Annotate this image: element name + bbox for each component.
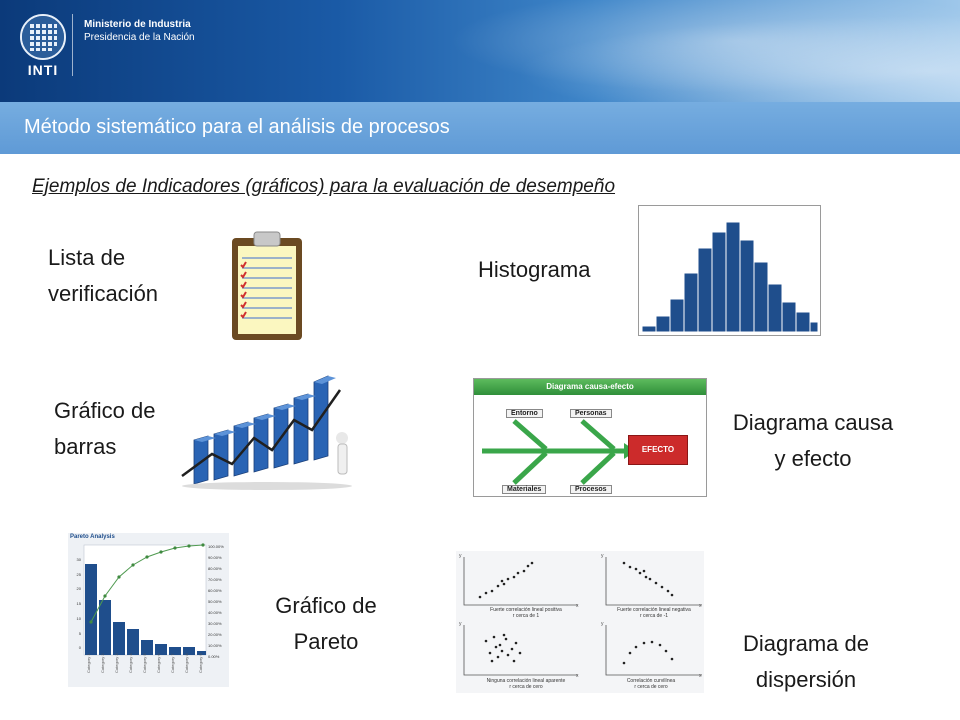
scatter-label-line-1: Diagrama de	[743, 631, 869, 656]
svg-text:Category 9: Category 9	[198, 653, 203, 673]
svg-text:Category 3: Category 3	[114, 653, 119, 673]
scatter-caption-4-line-1: Correlación curvilínea	[626, 678, 676, 684]
pareto-label	[252, 588, 400, 660]
svg-text:x: x	[699, 673, 702, 679]
logo-divider	[72, 14, 73, 76]
fishbone-cause-1: Entorno	[506, 409, 543, 418]
pareto-bars-and-curve	[68, 533, 229, 687]
clipboard-checklist-icon	[228, 228, 306, 342]
svg-text:Category 2: Category 2	[100, 653, 105, 673]
svg-text:x: x	[576, 673, 579, 679]
pareto-right-tick: 40.00%	[208, 610, 222, 615]
cause-effect-label-line-2: y efecto	[774, 446, 852, 471]
pareto-left-tick: 15	[76, 601, 81, 607]
scatter-caption-1-line-1: Fuerte correlación lineal positiva	[490, 607, 562, 613]
fishbone-diagram-picture	[473, 378, 707, 497]
cause-effect-label	[718, 405, 908, 477]
pareto-right-tick: 50.00%	[208, 599, 222, 604]
pareto-label-line-2: Pareto	[293, 629, 359, 654]
svg-text:Category 1: Category 1	[86, 653, 91, 673]
scatter-label	[718, 626, 894, 698]
checklist-label-line-2: verificación	[48, 281, 159, 306]
svg-text:Category 5: Category 5	[142, 653, 147, 673]
pareto-right-tick: 90.00%	[208, 555, 222, 560]
pareto-chart-picture	[68, 533, 229, 687]
pareto-right-tick: 70.00%	[208, 577, 222, 582]
fishbone-cause-4: Procesos	[570, 485, 612, 494]
scatter-caption-2-line-1: Fuerte correlación lineal negativa	[617, 607, 691, 613]
svg-text:y: y	[601, 621, 604, 627]
pareto-right-tick: 10.00%	[208, 643, 222, 648]
bar-chart-label-line-2: barras	[54, 434, 117, 459]
ministry-line-2: Presidencia de la Nación	[84, 32, 195, 43]
scatter-caption-2	[604, 607, 704, 619]
fishbone-cause-2: Personas	[570, 409, 612, 418]
slide-subtitle: Ejemplos de Indicadores (gráficos) para la evaluación de desempeño	[32, 176, 616, 197]
checklist-label	[48, 240, 158, 312]
svg-text:y: y	[459, 621, 462, 627]
ministry-line-1: Ministerio de Industria	[84, 19, 191, 30]
histogram-label: Histograma	[478, 257, 591, 282]
svg-text:y: y	[459, 553, 462, 559]
scatter-caption-1	[466, 607, 586, 619]
pareto-left-tick: 10	[76, 615, 81, 621]
slide-title: Método sistemático para el análisis de procesos	[24, 116, 450, 138]
scatter-caption-2-line-2: r cerca de -1	[639, 613, 669, 619]
fishbone-title: Diagrama causa-efecto	[474, 379, 706, 395]
scatter-caption-1-line-2: r cerca de 1	[512, 613, 540, 619]
bar-chart-label-line-1: Gráfico de	[54, 398, 156, 423]
scatter-caption-3-line-2: r cerca de cero	[509, 684, 543, 690]
pareto-left-tick: 5	[78, 630, 81, 636]
pareto-right-tick: 0.00%	[208, 654, 220, 659]
3d-bar-chart-picture	[172, 368, 360, 492]
pareto-right-tick: 80.00%	[208, 566, 222, 571]
histogram-picture	[638, 205, 821, 336]
fishbone-effect-box: EFECTO	[628, 435, 688, 465]
pareto-label-line-1: Gráfico de	[275, 593, 377, 618]
svg-text:y: y	[601, 553, 604, 559]
scatter-label-line-2: dispersión	[755, 667, 857, 692]
scatter-panels-graphic	[456, 551, 704, 693]
scatter-caption-4	[606, 678, 696, 690]
fishbone-cause-3: Materiales	[502, 485, 546, 494]
pareto-right-tick: 100.00%	[208, 544, 224, 549]
scatter-caption-3-line-1: Ninguna correlación lineal aparente	[486, 678, 566, 684]
pareto-left-tick: 0	[78, 645, 81, 651]
scatter-caption-3	[466, 678, 586, 690]
pareto-right-tick: 20.00%	[208, 632, 222, 637]
svg-text:x: x	[576, 603, 579, 609]
header-banner	[0, 0, 960, 102]
pareto-right-tick: 30.00%	[208, 621, 222, 626]
pareto-left-tick: 25	[76, 571, 81, 577]
svg-text:Category 7: Category 7	[170, 653, 175, 673]
svg-text:x: x	[699, 603, 702, 609]
checklist-label-line-1: Lista de	[48, 245, 126, 270]
scatter-caption-4-line-2: r cerca de cero	[634, 684, 668, 690]
ministry-name	[84, 18, 195, 44]
bar-chart-label	[54, 393, 156, 465]
pareto-right-tick: 60.00%	[208, 588, 222, 593]
pareto-left-tick: 30	[76, 557, 81, 562]
cause-effect-label-line-1: Diagrama causa	[732, 410, 894, 435]
banner-photo-overlay	[400, 0, 960, 102]
scatter-diagrams-picture	[456, 551, 704, 693]
pareto-left-tick: 20	[76, 586, 81, 592]
svg-text:Category 8: Category 8	[184, 653, 189, 673]
logo-text: INTI	[27, 62, 59, 78]
pareto-chart-title: Pareto Analysis	[70, 534, 115, 540]
inti-logo-icon	[20, 14, 66, 60]
svg-text:Category 6: Category 6	[156, 653, 161, 673]
svg-text:Category 4: Category 4	[128, 653, 133, 673]
